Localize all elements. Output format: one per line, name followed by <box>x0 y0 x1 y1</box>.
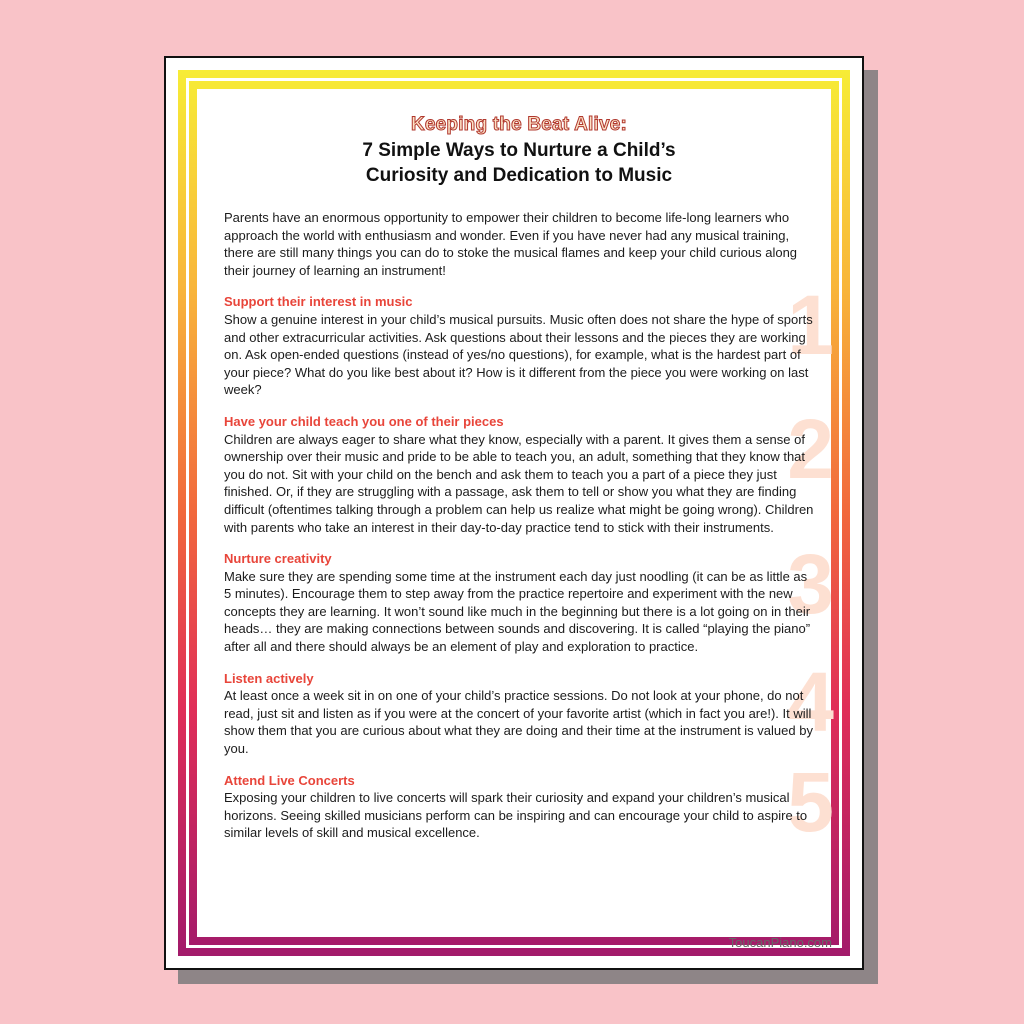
section-5 <box>224 754 834 849</box>
section-heading-4: Listen actively <box>224 670 314 686</box>
section-1 <box>224 278 834 399</box>
section-number-2: 2 <box>787 401 834 496</box>
section-body-5: Exposing your children to live concerts will spark their curiosity and expand your children’s musical horizons. Seeing skilled musicians perform can be inspiring and can encourage your child to aspire to similar levels of skill and musical excellence. <box>224 790 808 841</box>
intro-paragraph: Parents have an enormous opportunity to empower their children to become life-long learners who approach the world with enthusiasm and wonder. Even if you have never had any musical training, there are still many things you can do to stoke the musical flames and keep your child curious along their journey of learning an instrument! <box>224 210 798 278</box>
section-body-2: Children are always eager to share what they know, especially with a parent. It gives them a sense of ownership over their music and pride to be able to teach you, an adult, something that they know that you do not. Sit with your child on the bench and ask them to teach you a part of a piece they just finished. Or, if they are struggling with a passage, ask them to tell or show you what they are finding difficult (oftentimes talking through a problem can help us realize what might be going wrong). Children with parents who take an interest in their day-to-day practice tend to stick with their instruments. <box>224 431 814 535</box>
section-body-3: Make sure they are spending some time at the instrument each day just noodling (it can be as little as 5 minutes). Encourage them to step away from the practice repertoire and experiment with the new concepts they are learning. It won’t sound like much in the beginning but there is a lot going on in their heads… they are making connections between sounds and discovering. It is called “playing the piano” after all and there should always be an element of play and exploration to practice. <box>224 568 811 655</box>
section-number-3: 3 <box>787 537 834 632</box>
title-line-3: Curiosity and Dedication to Music <box>365 165 673 186</box>
printable-sheet <box>164 56 864 970</box>
section-3 <box>224 537 834 656</box>
section-heading-5: Attend Live Concerts <box>224 772 355 788</box>
section-2 <box>224 401 834 536</box>
section-heading-2: Have your child teach you one of their pieces <box>224 413 504 429</box>
section-number-1: 1 <box>787 278 834 373</box>
section-heading-1: Support their interest in music <box>224 294 413 310</box>
section-number-5: 5 <box>787 754 834 849</box>
section-body-4: At least once a week sit in on one of your child’s practice sessions. Do not look at your phone, do not read, just sit and listen as if you were at the concert of your favorite artist (which in fact you are!). It will show them that you are curious about what they are doing and their time at the instrument is valued by you. <box>224 688 813 757</box>
title-line-2: 7 Simple Ways to Nurture a Child’s <box>362 140 676 161</box>
title-line-1: Keeping the Beat Alive: <box>410 114 628 135</box>
section-body-1: Show a genuine interest in your child’s musical pursuits. Music often does not share the hype of sports and other extracurricular activities. Ask questions about their lessons and the pieces they are working on. Ask open-ended questions (instead of yes/no questions), for example, what is the hardest part of your piece? What do you like best about it? How is it different from the piece you were working on last week? <box>224 311 813 398</box>
section-number-4: 4 <box>787 654 834 749</box>
document-content <box>224 114 834 849</box>
section-heading-3: Nurture creativity <box>224 551 332 567</box>
site-credit: ToucanPiano.com <box>728 935 832 950</box>
section-4 <box>224 654 834 758</box>
